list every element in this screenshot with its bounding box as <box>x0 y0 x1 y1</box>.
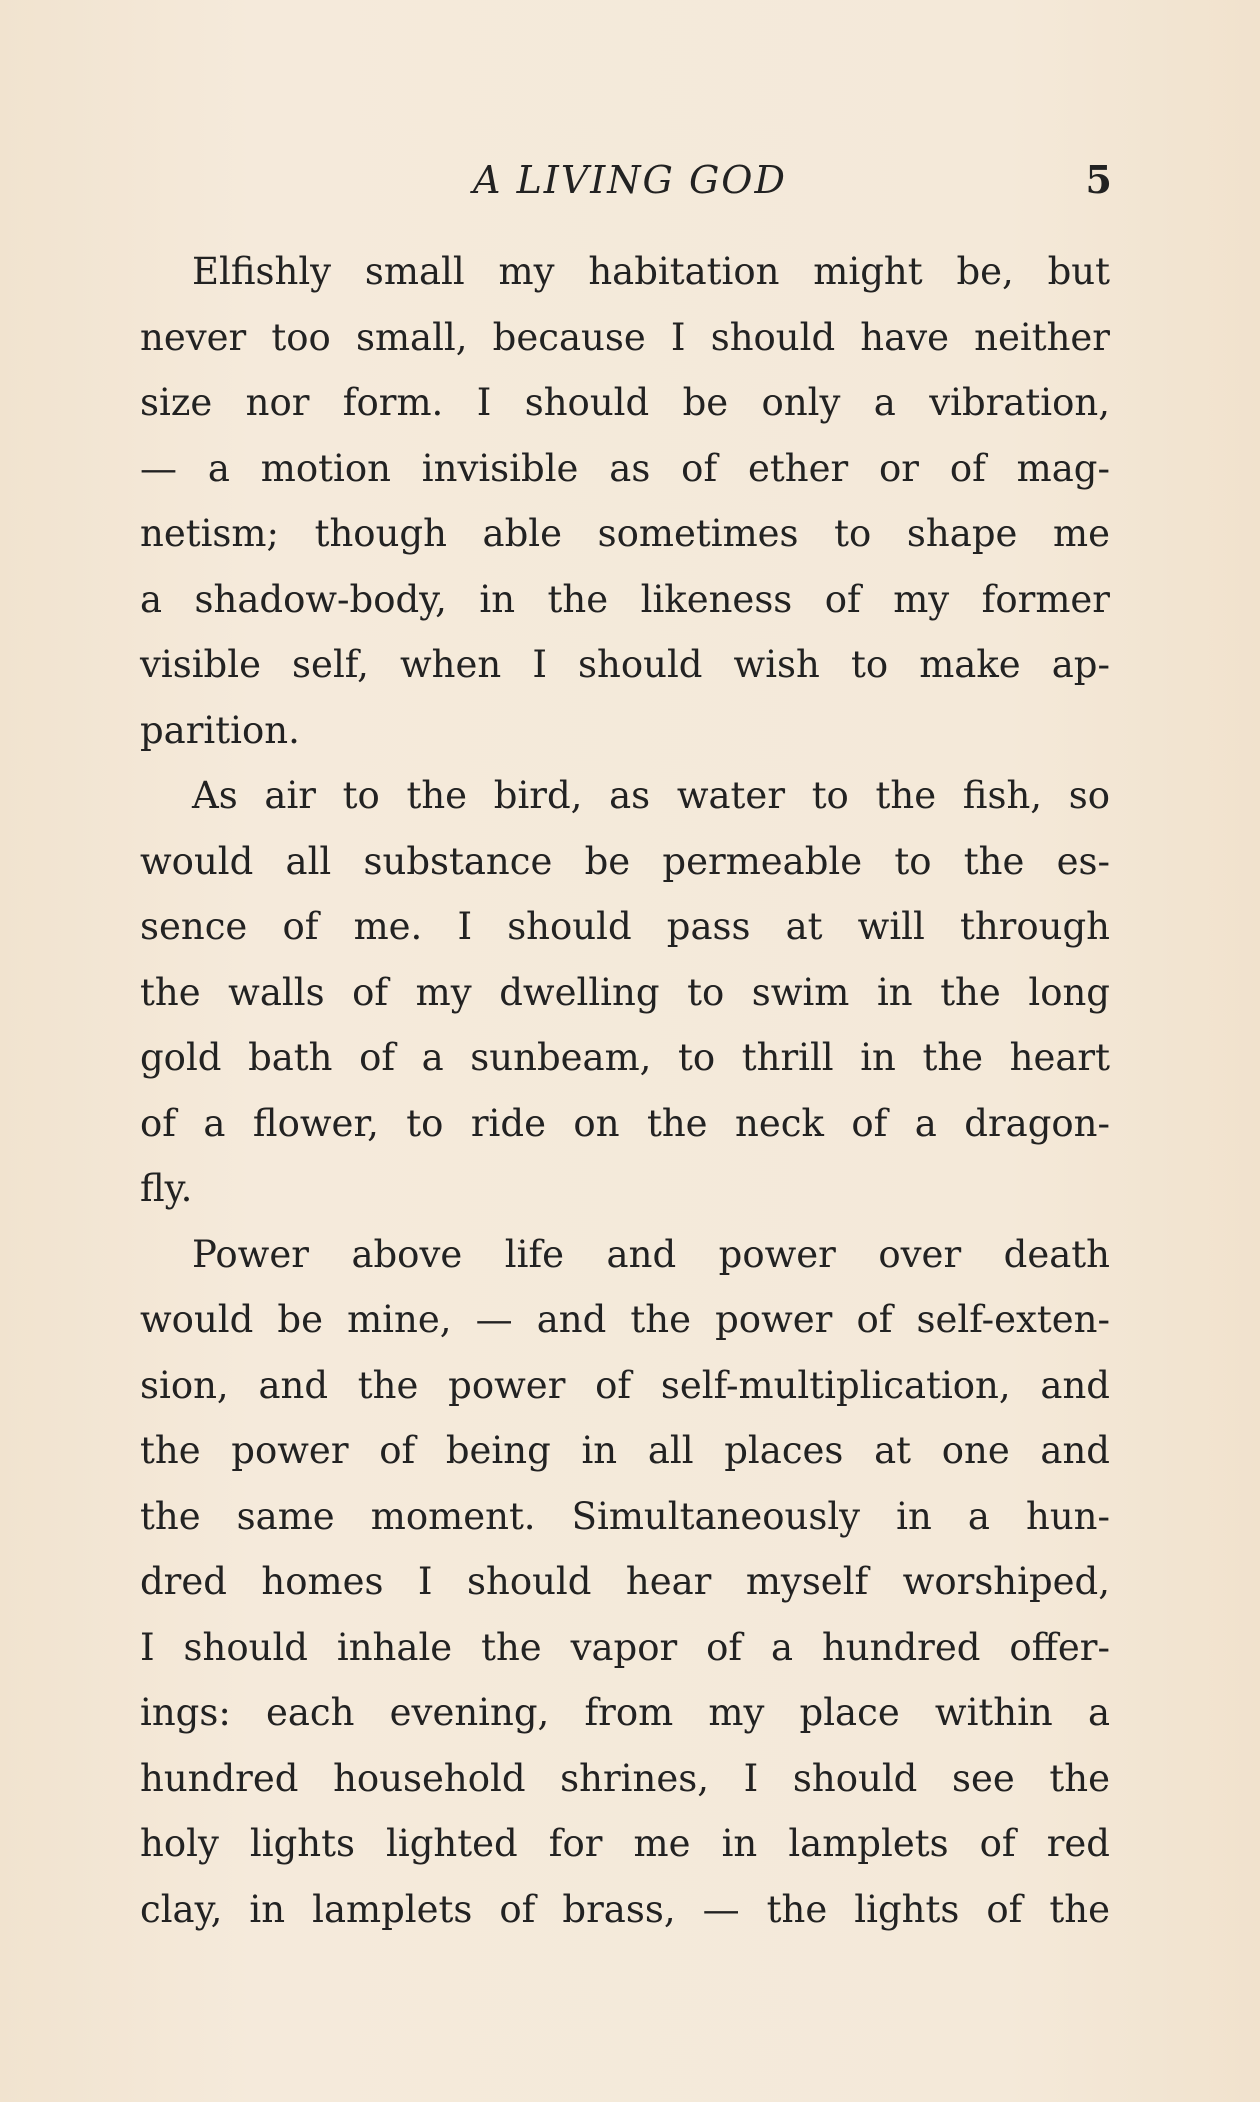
text-line: Power above life and power over death <box>192 1232 1110 1276</box>
text-line: sion, and the power of self-multiplication, and <box>140 1363 1110 1407</box>
text-line: — a motion invisible as of ether or of mag- <box>140 446 1110 490</box>
text-line: a shadow-body, in the likeness of my former <box>140 577 1110 621</box>
text-line: ings: each evening, from my place within a <box>140 1691 1110 1734</box>
text-line: sence of me. I should pass at will through <box>140 905 1110 948</box>
text-line: visible self, when I should wish to make ap- <box>140 643 1110 686</box>
text-line: Elfishly small my habitation might be, but <box>192 250 1110 293</box>
text-line: hundred household shrines, I should see the <box>140 1756 1110 1800</box>
text-line: size nor form. I should be only a vibration, <box>140 381 1110 424</box>
text-line: clay, in lamplets of brass, — the lights of the <box>140 1887 1110 1931</box>
text-line: fly. <box>140 1167 193 1210</box>
running-title: A LIVING GOD <box>473 158 787 202</box>
text-line: dred homes I should hear myself worshiped, <box>140 1560 1110 1603</box>
page-header <box>0 150 1260 210</box>
text-line: never too small, because I should have neither <box>140 315 1110 359</box>
text-line: of a flower, to ride on the neck of a dragon- <box>140 1101 1110 1145</box>
page-number: 5 <box>1085 157 1112 202</box>
text-line: the power of being in all places at one and <box>140 1429 1110 1472</box>
text-line: gold bath of a sunbeam, to thrill in the heart <box>140 1036 1110 1079</box>
text-line: the same moment. Simultaneously in a hun- <box>140 1494 1110 1538</box>
text-line: holy lights lighted for me in lamplets of red <box>140 1822 1110 1865</box>
text-line: parition. <box>140 708 300 752</box>
text-line: netism; though able sometimes to shape me <box>140 512 1110 555</box>
text-line: the walls of my dwelling to swim in the long <box>140 970 1110 1014</box>
text-line: I should inhale the vapor of a hundred offer- <box>140 1625 1110 1669</box>
text-line: As air to the bird, as water to the fish, so <box>192 774 1110 817</box>
text-line: would be mine, — and the power of self-exten- <box>140 1298 1110 1341</box>
text-line: would all substance be permeable to the es- <box>140 839 1110 883</box>
body-text <box>140 239 1110 1942</box>
